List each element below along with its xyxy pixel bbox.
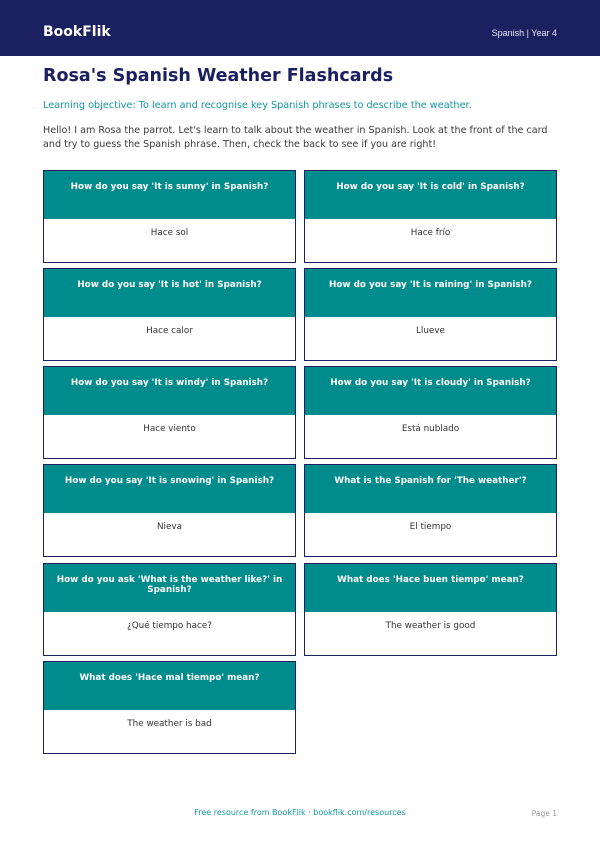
flashcard[interactable]	[43, 563, 296, 656]
flashcard[interactable]	[43, 268, 296, 361]
flashcard[interactable]	[43, 366, 296, 459]
flashcard[interactable]	[304, 170, 557, 263]
card-back: Nieva	[156, 522, 183, 532]
card-front: How do you say 'It is sunny' in Spanish?	[44, 171, 295, 219]
flashcard[interactable]	[304, 268, 557, 361]
flashcard[interactable]	[43, 464, 296, 557]
card-front: What does 'Hace buen tiempo' mean?	[305, 564, 556, 612]
card-front: How do you say 'It is windy' in Spanish?	[44, 367, 295, 415]
card-front: How do you say 'It is cold' in Spanish?	[305, 171, 556, 219]
card-back: The weather is good	[385, 621, 476, 631]
footer-link[interactable]: Free resource from BookFlik · bookflik.com/resources	[194, 808, 406, 817]
intro-text: Hello! I am Rosa the parrot. Let's learn to talk about the weather in Spanish. Look at the front of the card and try to guess the Spanish phrase. Then, check the back to see if you are right!	[43, 125, 548, 150]
flashcard[interactable]	[304, 563, 557, 656]
card-back: El tiempo	[409, 522, 452, 532]
learning-objective: Learning objective: To learn and recognise key Spanish phrases to describe the weather.	[43, 100, 472, 111]
card-front: How do you ask 'What is the weather like?' in Spanish?	[44, 564, 295, 612]
page-title: Rosa's Spanish Weather Flashcards	[43, 66, 394, 86]
card-front: What is the Spanish for 'The weather'?	[305, 465, 556, 513]
flashcard[interactable]	[43, 661, 296, 754]
card-back: ¿Qué tiempo hace?	[127, 621, 212, 631]
card-front: How do you say 'It is hot' in Spanish?	[44, 269, 295, 317]
card-back: Hace viento	[143, 424, 196, 434]
card-back: Hace calor	[146, 326, 193, 336]
subject-year-label: Spanish | Year 4	[491, 28, 557, 38]
card-back: Está nublado	[401, 424, 460, 434]
card-back: The weather is bad	[127, 719, 212, 729]
card-front: What does 'Hace mal tiempo' mean?	[44, 662, 295, 710]
brand-logo: BookFlik	[43, 24, 111, 40]
flashcard[interactable]	[304, 366, 557, 459]
card-front: How do you say 'It is snowing' in Spanish?	[44, 465, 295, 513]
card-back: Hace frío	[410, 228, 451, 238]
card-front: How do you say 'It is cloudy' in Spanish?	[305, 367, 556, 415]
card-back: Hace sol	[150, 228, 189, 238]
flashcard[interactable]	[304, 464, 557, 557]
flashcard[interactable]	[43, 170, 296, 263]
card-front: How do you say 'It is raining' in Spanish?	[305, 269, 556, 317]
page-header	[0, 0, 600, 56]
card-back: Llueve	[416, 326, 445, 336]
page-number: Page 1	[531, 809, 557, 818]
